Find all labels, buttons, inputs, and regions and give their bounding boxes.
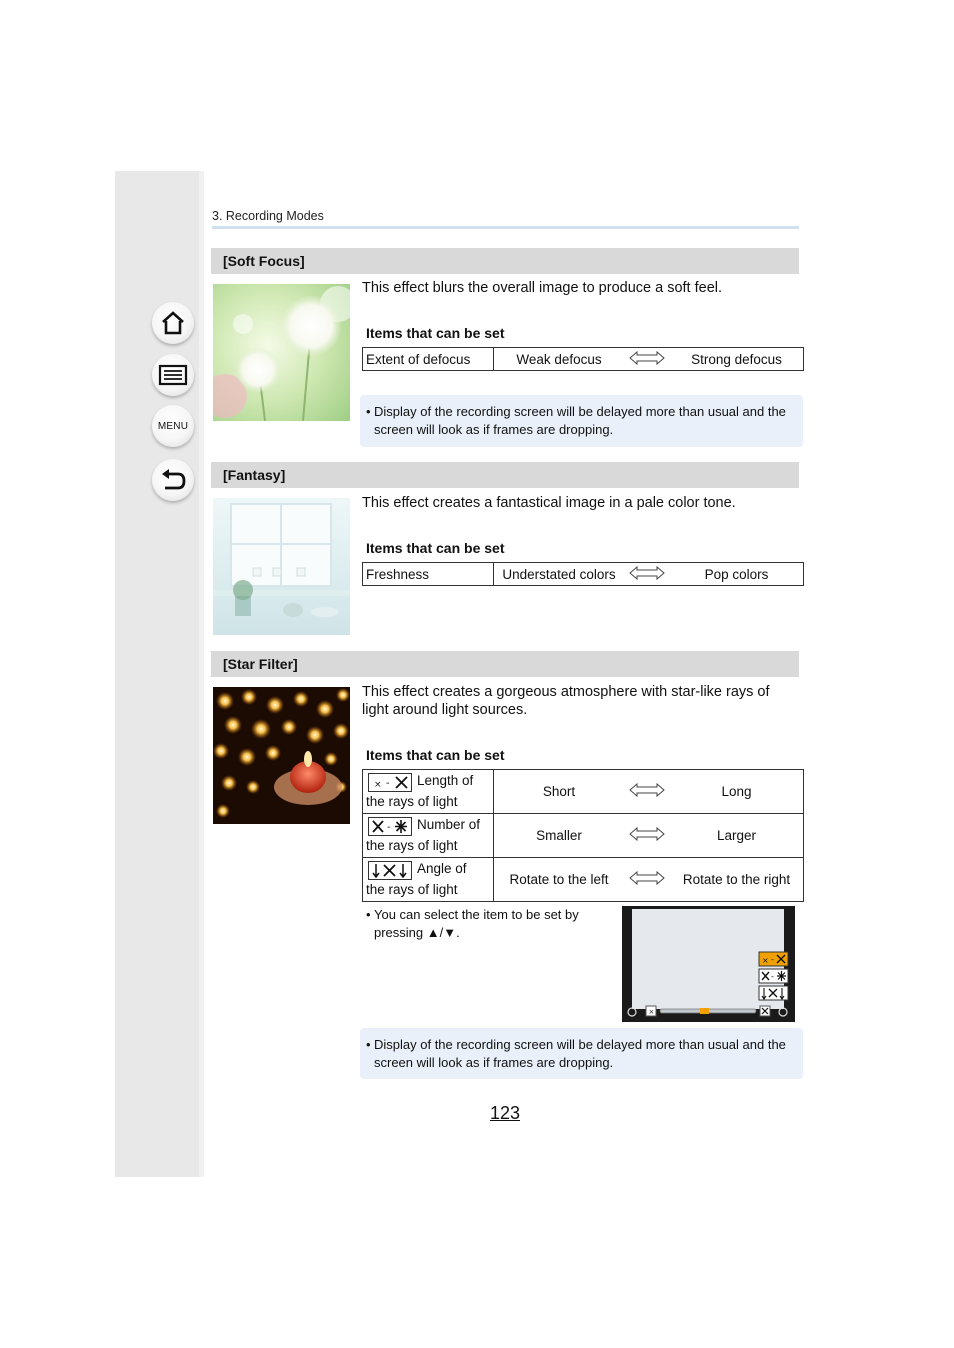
item-range bbox=[494, 814, 804, 858]
svg-text:×: × bbox=[648, 1008, 655, 1016]
menu-label: MENU bbox=[157, 420, 189, 432]
svg-text:-: - bbox=[771, 972, 774, 981]
screen-item-angle bbox=[759, 986, 788, 1000]
list-icon bbox=[158, 363, 188, 387]
contents-list-button[interactable] bbox=[152, 354, 194, 396]
ray-angle-icon bbox=[368, 861, 412, 880]
star-filter-photo bbox=[213, 687, 350, 824]
page-number: 123 bbox=[490, 1103, 521, 1123]
bullet: • bbox=[366, 907, 371, 922]
svg-text:×: × bbox=[762, 956, 769, 965]
section-title-fantasy: [Fantasy] bbox=[211, 462, 799, 488]
soft-focus-items-table bbox=[362, 347, 804, 371]
ray-length-icon bbox=[368, 773, 412, 792]
select-note-line1: You can select the item to be set by bbox=[374, 907, 579, 922]
chapter-header: 3. Recording Modes bbox=[212, 209, 324, 223]
back-icon bbox=[158, 466, 188, 494]
soft-focus-description: This effect blurs the overall image to produce a soft feel. bbox=[362, 280, 723, 296]
soft-focus-items-title: Items that can be set bbox=[366, 325, 505, 341]
range-low: Short bbox=[542, 784, 576, 799]
svg-text:-: - bbox=[387, 822, 391, 833]
table-row bbox=[363, 348, 804, 371]
double-arrow-icon bbox=[624, 351, 670, 368]
home-icon bbox=[159, 309, 187, 337]
item-name-line2: the rays of light bbox=[366, 794, 458, 809]
home-button[interactable] bbox=[152, 302, 194, 344]
item-name: Freshness bbox=[363, 563, 494, 586]
ray-number-icon bbox=[368, 817, 412, 836]
item-range bbox=[494, 348, 804, 371]
screen-item-length bbox=[759, 952, 788, 966]
range-low: Understated colors bbox=[502, 566, 616, 582]
double-arrow-icon bbox=[624, 783, 670, 800]
table-row bbox=[363, 858, 804, 902]
item-range bbox=[494, 563, 804, 586]
menu-button[interactable] bbox=[152, 405, 194, 447]
fantasy-description: This effect creates a fantastical image in a pale color tone. bbox=[362, 495, 736, 511]
header-rule bbox=[212, 226, 799, 229]
camera-screen-illustration bbox=[622, 906, 795, 1022]
section-title-star-filter: [Star Filter] bbox=[211, 651, 799, 677]
item-name-line1: Number of bbox=[417, 817, 481, 833]
star-filter-items-title: Items that can be set bbox=[366, 747, 505, 763]
table-row bbox=[363, 770, 804, 814]
section-title-soft-focus: [Soft Focus] bbox=[211, 248, 799, 274]
bullet: • bbox=[366, 404, 371, 419]
star-filter-description: This effect creates a gorgeous atmosphere with star-like rays of light around light sources. bbox=[362, 684, 770, 718]
svg-text:-: - bbox=[386, 778, 390, 789]
fantasy-items-title: Items that can be set bbox=[366, 540, 505, 556]
select-item-note bbox=[366, 906, 606, 942]
star-filter-note bbox=[360, 1028, 803, 1079]
item-name bbox=[363, 814, 494, 858]
svg-text:-: - bbox=[771, 955, 774, 964]
item-name bbox=[363, 770, 494, 814]
star-filter-items-table bbox=[362, 769, 804, 902]
sidebar-edge bbox=[199, 171, 204, 1177]
range-high: Pop colors bbox=[704, 566, 769, 582]
range-high: Larger bbox=[716, 828, 757, 843]
item-name-line2: the rays of light bbox=[366, 838, 458, 853]
svg-text:×: × bbox=[374, 780, 382, 790]
item-name-line1: Angle of bbox=[417, 861, 467, 877]
range-high: Rotate to the right bbox=[682, 872, 791, 887]
item-range bbox=[494, 858, 804, 902]
bullet: • bbox=[366, 1037, 371, 1052]
range-low: Weak defocus bbox=[516, 351, 602, 367]
range-low: Smaller bbox=[536, 828, 582, 843]
item-range bbox=[494, 770, 804, 814]
range-low: Rotate to the left bbox=[509, 872, 609, 887]
table-row bbox=[363, 563, 804, 586]
select-note-line2: pressing ▲/▼. bbox=[374, 925, 460, 940]
note-text: Display of the recording screen will be delayed more than usual and the screen will look as if frames are dropping. bbox=[374, 1037, 786, 1070]
item-name-line2: the rays of light bbox=[366, 882, 458, 897]
range-high: Long bbox=[721, 784, 752, 799]
range-high: Strong defocus bbox=[691, 351, 782, 367]
item-name: Extent of defocus bbox=[363, 348, 494, 371]
double-arrow-icon bbox=[624, 871, 670, 888]
item-name-line1: Length of bbox=[417, 773, 474, 789]
back-button[interactable] bbox=[152, 459, 194, 501]
soft-focus-photo bbox=[213, 284, 350, 421]
fantasy-photo bbox=[213, 498, 350, 635]
table-row bbox=[363, 814, 804, 858]
double-arrow-icon bbox=[624, 827, 670, 844]
screen-slider bbox=[628, 1006, 787, 1016]
note-text: Display of the recording screen will be delayed more than usual and the screen will look as if frames are dropping. bbox=[374, 404, 786, 437]
double-arrow-icon bbox=[624, 566, 670, 583]
item-name bbox=[363, 858, 494, 902]
soft-focus-note bbox=[360, 395, 803, 447]
screen-item-number bbox=[759, 969, 788, 983]
fantasy-items-table bbox=[362, 562, 804, 586]
